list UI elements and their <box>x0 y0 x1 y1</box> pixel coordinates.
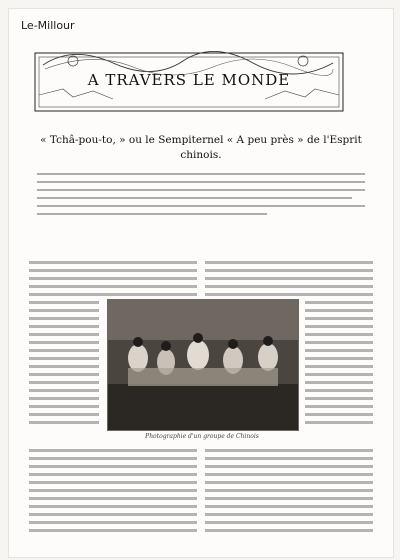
text-line <box>29 513 197 516</box>
text-line <box>29 317 99 320</box>
text-line <box>29 397 99 400</box>
text-line <box>205 505 373 508</box>
text-line <box>205 277 373 280</box>
text-line <box>305 349 373 352</box>
text-line <box>205 293 373 296</box>
text-line <box>29 497 197 500</box>
text-line <box>305 325 373 328</box>
text-line <box>29 309 99 312</box>
text-line <box>29 481 197 484</box>
text-line <box>29 301 99 304</box>
text-line <box>29 473 197 476</box>
document-page <box>8 8 394 558</box>
intro-line <box>37 197 352 199</box>
text-line <box>205 457 373 460</box>
banner-header <box>33 45 345 117</box>
text-line <box>29 293 197 296</box>
text-line <box>29 405 99 408</box>
text-line <box>205 269 373 272</box>
text-line <box>305 413 373 416</box>
text-line <box>29 489 197 492</box>
text-line <box>305 397 373 400</box>
text-line <box>29 381 99 384</box>
text-line <box>205 449 373 452</box>
text-line <box>29 285 197 288</box>
intro-line <box>37 181 365 183</box>
text-line <box>29 521 197 524</box>
text-line <box>29 529 197 532</box>
intro-line <box>37 213 267 215</box>
column-left-side <box>29 301 99 429</box>
text-line <box>305 357 373 360</box>
article-photo <box>107 299 299 431</box>
intro-paragraph <box>37 173 365 221</box>
text-line <box>205 261 373 264</box>
text-line <box>205 497 373 500</box>
column-right-side <box>305 301 373 429</box>
text-line <box>29 449 197 452</box>
corner-label: Le-Millour <box>21 19 75 32</box>
intro-line <box>37 205 365 207</box>
column-left-top <box>29 261 197 301</box>
photo-scene <box>108 300 298 430</box>
text-line <box>205 521 373 524</box>
column-right-bottom <box>205 449 373 537</box>
text-line <box>305 381 373 384</box>
text-line <box>305 421 373 424</box>
text-line <box>205 481 373 484</box>
text-line <box>29 341 99 344</box>
text-line <box>29 465 197 468</box>
text-line <box>29 373 99 376</box>
text-line <box>29 413 99 416</box>
text-line <box>305 365 373 368</box>
text-line <box>305 405 373 408</box>
text-line <box>205 513 373 516</box>
banner-title: A TRAVERS LE MONDE <box>87 71 291 89</box>
text-line <box>29 261 197 264</box>
text-line <box>29 421 99 424</box>
text-line <box>29 457 197 460</box>
text-line <box>205 465 373 468</box>
text-line <box>29 389 99 392</box>
text-line <box>305 389 373 392</box>
photo-caption: Photographie d'un groupe de Chinois <box>145 433 259 440</box>
column-right-top <box>205 261 373 301</box>
text-line <box>205 529 373 532</box>
text-line <box>305 309 373 312</box>
text-line <box>305 317 373 320</box>
column-left-bottom <box>29 449 197 537</box>
text-line <box>305 301 373 304</box>
text-line <box>205 285 373 288</box>
article-title: « Tchâ-pou-to, » ou le Sempiternel « A peu près » de l'Esprit chinois. <box>40 134 362 161</box>
text-line <box>205 489 373 492</box>
text-line <box>305 373 373 376</box>
intro-line <box>37 173 365 175</box>
text-line <box>29 277 197 280</box>
text-line <box>29 365 99 368</box>
text-line <box>305 333 373 336</box>
intro-line <box>37 189 365 191</box>
text-line <box>29 505 197 508</box>
text-line <box>29 333 99 336</box>
text-line <box>205 473 373 476</box>
text-line <box>29 349 99 352</box>
text-line <box>29 357 99 360</box>
text-line <box>305 341 373 344</box>
text-line <box>29 269 197 272</box>
text-line <box>29 325 99 328</box>
